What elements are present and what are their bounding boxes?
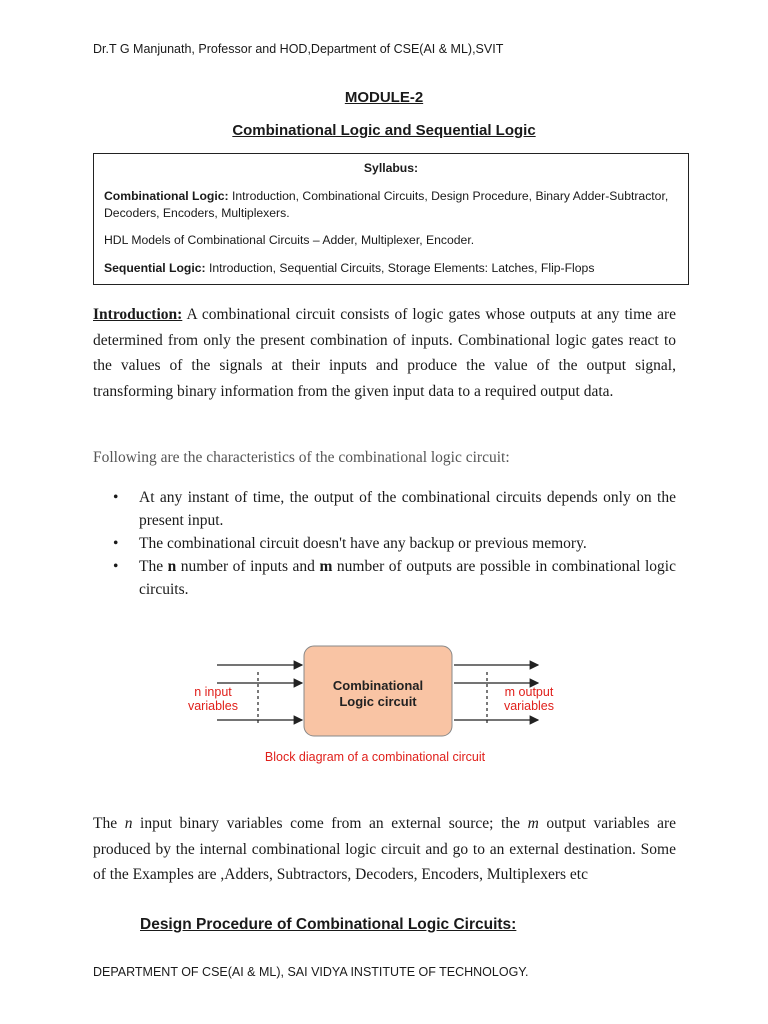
- list-item: [113, 532, 676, 555]
- input-label-line2: variables: [187, 699, 239, 713]
- page-header: Dr.T G Manjunath, Professor and HOD,Department of CSE(AI & ML),SVIT: [93, 42, 504, 56]
- bullet-text-b: number of inputs and: [176, 558, 320, 575]
- diagram-caption: Block diagram of a combinational circuit: [264, 750, 486, 764]
- intro-paragraph: [93, 302, 676, 404]
- para-text-3: output variables are produced by the internal combinational logic circuit and go to an external destination. Some of the Examples are ,Adders, Subtractors, Decoders, Encoders, Multiplexers etc: [93, 815, 676, 884]
- syllabus-combinational-line: [104, 188, 674, 222]
- bullet-icon: •: [113, 535, 119, 552]
- characteristics-lead: Following are the characteristics of the combinational logic circuit:: [93, 449, 510, 466]
- syllabus-heading: Syllabus:: [363, 161, 419, 175]
- syllabus-sequential-label: Sequential Logic:: [104, 261, 206, 275]
- output-label-line2: variables: [503, 699, 555, 713]
- block-diagram: [160, 640, 560, 770]
- module-subtitle: Combinational Logic and Sequential Logic: [232, 122, 536, 139]
- bullet-text: At any instant of time, the output of the combinational circuits depends only on the present input.: [139, 489, 676, 529]
- box-label-line1: Combinational: [332, 678, 424, 693]
- characteristics-list: [113, 486, 676, 601]
- list-item: [113, 486, 676, 532]
- intro-label: Introduction:: [93, 306, 183, 323]
- para-n: n: [124, 815, 133, 832]
- intro-text: A combinational circuit consists of logic gates whose outputs at any time are determined from only the present combination of inputs. Combinational logic gates react to the values of the signals at their inputs and produce the value of the output signal, transforming binary information from the given input data to a required output data.: [93, 306, 676, 400]
- para-text-2: input binary variables come from an external source; the: [132, 815, 528, 832]
- para-m: m: [527, 815, 539, 832]
- output-label-line1: m output: [504, 685, 554, 699]
- syllabus-sequential-line: [104, 260, 674, 277]
- bullet-icon: •: [113, 489, 119, 506]
- box-label-line2: Logic circuit: [339, 694, 417, 709]
- design-procedure-heading: Design Procedure of Combinational Logic Circuits:: [140, 916, 517, 933]
- input-label-line1: n input: [194, 685, 232, 699]
- page-footer: DEPARTMENT OF CSE(AI & ML), SAI VIDYA INSTITUTE OF TECHNOLOGY.: [93, 965, 529, 979]
- syllabus-box: [93, 153, 689, 285]
- bullet-text-a: The: [139, 558, 168, 575]
- list-item: [113, 555, 676, 601]
- bullet-n: n: [167, 558, 177, 575]
- module-title: MODULE-2: [344, 89, 424, 106]
- syllabus-hdl-line: HDL Models of Combinational Circuits – Adder, Multiplexer, Encoder.: [104, 233, 475, 247]
- para-text-1: The: [93, 815, 125, 832]
- syllabus-combinational-label: Combinational Logic:: [104, 189, 229, 203]
- variables-paragraph: [93, 811, 676, 888]
- bullet-m: m: [319, 558, 333, 575]
- bullet-text: The combinational circuit doesn't have any backup or previous memory.: [139, 535, 587, 552]
- syllabus-combinational-text: Introduction, Combinational Circuits, Design Procedure, Binary Adder-Subtractor, Decoders, Encoders, Multiplexers.: [104, 189, 669, 220]
- bullet-icon: •: [113, 558, 119, 575]
- bullet-text-c: number of outputs are possible in combinational logic circuits.: [139, 558, 676, 598]
- syllabus-sequential-text: Introduction, Sequential Circuits, Storage Elements: Latches, Flip-Flops: [205, 261, 595, 275]
